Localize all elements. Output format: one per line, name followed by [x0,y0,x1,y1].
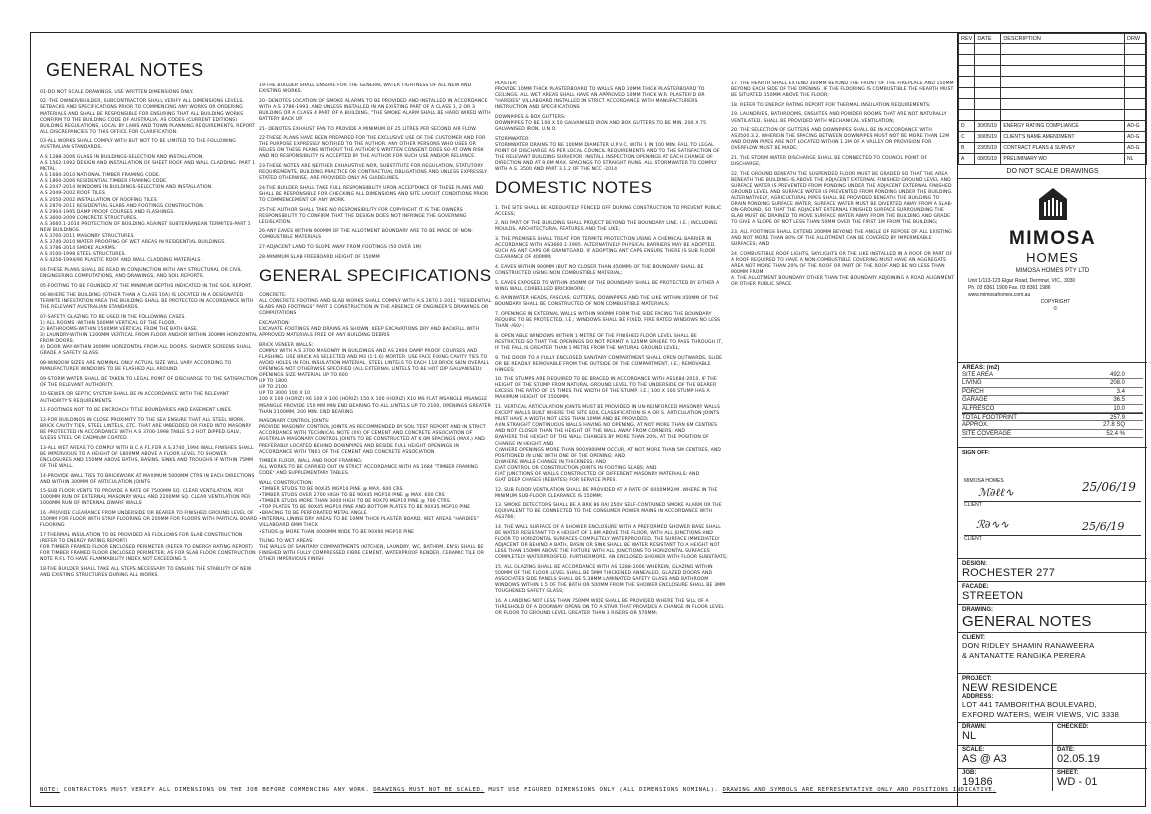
note-item: 24. COMBUSTIBLE ROOF LIGHTS, SKYLIGHTS OR THE LIKE INSTALLED IN A ROOF OR PART OF A ROOF REQUIRED TO HAVE A NON-COMBUSTIBLE COVERING MUST HAVE AN AGGREGATE AREA NOT MORE THAN 20% OF THE ROOF OR PART OF THE ROOF AND BE NO LESS THAN 900MM FROM A. THE ALLOTMENT BOUNDARY OTHER THAN THE BOUNDARY ADJOINING A ROAD ALIGNMENT OR OTHER PUBLIC SPACE. [731,251,955,287]
address-label: ADDRESS: [962,694,994,700]
revision-drw [1125,55,1147,66]
general-specifications-title: GENERAL SPECIFICATIONS [259,265,492,285]
revision-date: 23/05/19 [975,143,1001,154]
footer-text-3: MUST USE FIGURED DIMENSIONS ONLY (ALL DIMENSIONS NOMINAL). [484,787,723,793]
area-row [962,405,1143,413]
revision-rev [959,110,975,121]
revision-rev [959,44,975,55]
revision-drw [1125,66,1147,77]
note-item: 13. SMOKE DETECTORS SHALL BE A BRK 86 RAI 250V SELF-CONTAINED SMOKE ALARM OR THE EQUIVALENT TO BE CONNECTED TO THE CONSUMER POWER MAINS IN ACCORDANCE WITH AS3786; [495,503,722,521]
domestic-notes-list-2 [731,81,956,288]
note-item: 09-STORM WATER SHALL BE TAKEN TO LEGAL POINT OF DISCHARGE TO THE SATISFACTION OF THE RELEVANT AUTHORITY. [40,376,258,388]
note-item: 11. VERTICAL ARTICULATION JOINTS MUST BE PROVIDED IN UN-REINFORCED MASONRY WALLS EXCEPT WALLS BUILT WHERE THE SITE SOIL CLASSIFICATION IS A OR S. ARTICULATION JOINTS MUST HAVE A WIDTH NOT LESS THAN 10MM AND BE PROVIDED; A)IN STRAIGHT CONTINUOUS WALLS HAVING NO OPENING, AT NOT MORE THAN 6M CENTRES AND NOT CLOSER THAN THE HEIGHT OF THE WALL AWAY FROM CORNERS; AND B)WHERE THE HEIGHT OF THE WALL CHANGES BY MORE THAN 20%, AT THE POSITION OF CHANGE IN HEIGHT AND C)WHERE OPENINGS MORE THAN 900X900MM OCCUR, AT NOT MORE THAN 5M CENTRES, AND POSITIONED IN LINE WITH ONE OF THE OPENING; AND D)WHERE WALLS CHANGE IN THICKNESS; AND E)AT CONTROL OR CONSTRUCTION JOINTS IN FOOTING SLABS; AND F)AT JUNCTIONS OF WALLS CONSTRUCTED OF DIFFERENT MASONRY MATERIALS; AND G)AT DEEP CHASES (REBATES) FOR SERVICE PIPES. [495,405,722,483]
area-value: 492.0 [1109,372,1125,378]
revision-desc [1001,99,1125,110]
note-item: 03-ALL WORKS SHALL COMPLY WITH BUT NOT TO BE LIMITED TO THE FOLLOWING AUSTRALIAN STANDARDS. [40,139,236,151]
checked-label: CHECKED: [1057,723,1089,730]
revision-row [959,77,1147,88]
revision-rev [959,77,975,88]
copyright-icon: © [1053,306,1058,312]
note-item: 26-ANY EAVES WITHIN 900MM OF THE ALLOTMENT BOUNDARY ARE TO BE MADE OF NON-COMBUSTIBLE MATERIALS [259,229,474,241]
facade-label: FACADE: [962,584,989,590]
revision-desc [1001,44,1125,55]
general-notes-column [40,55,258,805]
design-value: ROCHESTER 277 [962,567,1056,579]
client-block [958,633,1147,674]
revision-row [959,44,1147,55]
revision-desc [1001,110,1125,121]
revision-table [958,33,1147,165]
scale-date-row [958,746,1147,769]
client-label: CLIENT: [962,635,985,641]
revision-desc: CLIENT'S NAME AMENDMENT [1001,132,1125,143]
drawing-block [958,605,1147,633]
job-label: JOB: [962,769,977,776]
note-item: 20- DENOTES LOCATION OF SMOKE ALARMS TO BE PROVIDED AND INSTALLED IN ACCORDANCE WITH A.S 3786-1993. AND UNLESS INSTALLED IN AN EXISTING PART OF A CLASS 1, 2 OR 3 BUILDING OR A CLASS 4 PART OF A BUILDING, "THE SMOKE ALARM SHALL BE HARD WIRED WITH BATTERY BACK UP. [259,98,491,122]
drawing-value: GENERAL NOTES [962,613,1092,630]
note-item: 20. THE SELECTION OF GUTTERS AND DOWNPIPES SHALL BE IN ACCORDANCE WITH AS3500.3.2, WHEREIN THE SPACING BETWEEN DOWNPIPES MUST NOT BE MORE THAN 12M AND DOWN PIPES ARE NOT LOCATED WITHIN 1.2M OF A VALLEY OR PROVISION FOR OVERFLOW MUST BE MADE; [731,128,950,152]
area-label: GARAGE [962,397,988,404]
note-item: A.S 1288-2006 GLASS IN BUILDINGS-SELECTION AND INSTALLATION. A.S 1562-1992 DESIGN AND INSTALLATION OF SHEET ROOF AND WALL CLADDING. PART 1 METAL. A.S 1684-2010 NATIONAL TIMBER FRAMING CODE. A.S 1860-2006 RESIDENTIAL TIMBER FRAMING CODE. A.S 2047-2014 WINDOWS IN BUILDINGS-SELECTION AND INSTALLATION. A.S 2049-2002 ROOF TILES. A.S 2050-2002 INSTALLATION OF ROOFING TILES. A.S 2870-2011 RESIDENTIAL SLABS AND FOOTINGS CONSTRUCTION. A.S 2904-1995 DAMP PROOF COURSES AND FLASHINGS. A.S 3600-2009 CONCRETE STRUCTURES. A.S 3660.1-2014 PROTECTION OF BUILDING AGAINST SUBTERRANEAN TERMITES-PART 1 NEW BUILDINGS. A.S 3700-2011 MASONRY STRUCTURES. A.S 3740-2010 WATER PROOFING OF WET AREAS IN RESIDENTIAL BUILDINGS. A.S 3786-2014 SMOKE ALARMS. A.S 4100-1998 STEEL STRUCTURES. A.S 4256-1994/96 PLASTIC ROOF AND WALL CLADDING MATERIALS. [40,155,256,264]
note-item: 14. THE WALL SURFACE OF A SHOWER ENCLOSURE WITH A PREFORMED SHOWER BASE SHALL BE WATER RESISTANT TO A HEIGHT OF 1.8M ABOVE THE FLOOR, WITH ALL JUNCTIONS AND FLOOR TO HORIZONTAL SURFACES COMPLETELY WATERPROOFED, THE SURFACE IMMEDIATELY ADJACENT OR BEHIND A BATH, BASIN OR SINK SHALL BE WATER RESISTANT TO A HEIGHT NOT LESS THAN 150MM ABOVE THE FIXTURE WITH ALL JUNCTIONS TO HORIZONTAL SURFACES COMPLETELY WATERPROOFED. FURTHERMORE, AN ENCLOSED SHOWER WITH FLOOR SUBSTRATE; [495,525,728,561]
note-item: 21. THE STORM WATER DISCHARGE SHALL BE CONNECTED TO COUNCIL POINT OF DISCHARGE; [731,156,928,168]
area-row [962,396,1143,404]
client-label-2: CLIENT [964,536,982,542]
area-row [962,430,1143,438]
copyright-label: COPYRIGHT [1040,299,1071,305]
company-logo-block [958,179,1147,363]
revision-date: 30/05/19 [975,121,1001,132]
note-item: 08-WINDOW SIZES ARE NOMINAL ONLY ACTUAL SIZE WILL VARY ACCORDING TO MANUFACTURER WINDOWS TO BE FLASHED ALL AROUND. [40,361,232,373]
revision-date [975,77,1001,88]
note-item: 12-FOR BUILDINGS IN CLOSE PROXIMITY TO THE SEA ENSURE THAT ALL STEEL WORK, BRICK CAVITY TIES, STEEL LINTELS, ETC. THAT ARE IMBEDDED OR FIXED INTO MASONRY BE PROTECTED IN ACCORDANCE WITH A.S 3700-1998 TABLE 5.2 HOT DIPPED GALV., S/LESS STEEL OR CADMIUM COATED. [40,417,252,441]
note-item: 01-DO NOT SCALE DRAWINGS, USE WRITTEN DIMENSIONS ONLY. [40,89,194,95]
area-rows [962,371,1143,438]
revision-rows [959,44,1147,165]
area-label: SITE COVERAGE [962,430,1012,437]
general-notes-list [40,90,258,579]
note-item: 05-FOOTING TO BE FOUNDED AT THE MINIMUM DEPTHS INDICATED IN THE SOIL REPORT. [40,283,253,289]
house-logo-icon [1038,187,1068,221]
job-value: 19186 [962,775,993,788]
drawing-sheet [30,32,1146,807]
sign-off-heading: SIGN OFF: [962,450,990,456]
company-legal-name: MIMOSA HOMES PTY LTD [1015,268,1090,274]
revision-rev [959,88,975,99]
area-row [962,371,1143,379]
signature-1: ℳ∂ℓℓ∿ [978,486,1014,499]
revision-row [959,154,1147,165]
project-label: PROJECT: [962,676,992,682]
revision-desc [1001,66,1125,77]
revision-row [959,55,1147,66]
area-label: TOTAL FOOTPRINT [962,414,1017,421]
description-header: DESCRIPTION [1001,34,1125,44]
note-item: 07-SAFETY GLAZING TO BE USED IN THE FOLLOWING CASES. 1) ALL ROOMS -WITHIN 500MM VERTICAL OF THE FLOOR. 2) BATHROOMS-WITHIN 1500MM VERTICAL FROM THE BATH BASE. 3) LAUNDRY-WITHIN 1200MM VERTICAL FROM FLOOR AND/OR WITHIN 300MM HORIZONTAL FROM DOORS. 4) DOOR WAY-WITHIN 300MM HORIZONTAL FROM ALL DOORS. SHOWER SCREENS SHALL GRADE A SAFETY GLASS. [40,314,258,357]
revision-date [975,55,1001,66]
sheet-value: WD - 01 [1057,775,1098,788]
company-address: Unit 1/113-123 Elgar Road, Derrimut, VIC., 3030 [968,278,1076,284]
revision-row [959,99,1147,110]
revision-drw: AD-G [1125,132,1147,143]
scale-value: AS @ A3 [962,752,1007,765]
note-item: 11-FOOTINGS NOT TO BE ENCROACH TITLE BOUNDARIES AND EASEMENT LINES. [40,408,233,414]
note-item: 12. SUB FLOOR VENTILATION SHALL BE PROVIDED AT A RATE OF 6000MM2/M. WHERE IN THE MINIMUM SUB-FLOOR CLEARANCE IS 150MM; [495,487,718,499]
area-value: 208.0 [1109,380,1125,387]
area-row [962,379,1143,387]
note-item: 7. OPENINGS IN EXTERNAL WALLS WITHIN 900MM FORM THE SIDE FACING THE BOUNDARY REQUIRE TO BE PROTECTED, I.E.; WINDOWS SHALL BE FIXED, FIRE RATED WINDOWS NO LESS THAN -/60/-; [495,311,721,330]
note-item: 16 -PROVIDE CLEARANCE FROM UNDERSIDE OR BEARER TO FINISHED GROUND LEVEL OF 150MM FOR FLOOR WITH STRIP FLOORING OR 200MM FOR FLOORS WITH PARTICAL BOARD FLOORING [40,511,258,529]
revision-date: 30/05/19 [975,132,1001,143]
project-value: NEW RESIDENCE [962,682,1058,694]
sign-off-block [958,448,1147,559]
revision-row [959,88,1147,99]
scale-label: SCALE: [962,746,985,753]
note-item: 16. A LANDING NOT LESS THAN 750MM WIDE SHALL BE PROVIDED WHERE THE SILL OF A THRESHOLD OF A DOORWAY OPENS ON TO A STAIR THAT PROVIDES A CHANGE IN FLOOR LEVEL OR FLOOR TO GROUND LEVEL GREATER THAN 3 RISERS OR 570MM; [495,598,725,617]
domestic-notes-list [495,206,728,618]
rev-header: REV [959,34,975,44]
note-item: 4. EAVES WITHIN 900MM (BUT NO CLOSER THAN 450MM) OF THE BOUNDARY SHALL BE CONSTRUCTED USING NON COMBUSTIBLE MATERIAL; [495,264,704,276]
facade-block [958,582,1147,605]
signature-date-2: 25/6/19 [1082,520,1125,533]
revision-header-row [959,34,1147,44]
note-item: 14-PROVIDE WALL TIES TO BRICKWORK AT MAXIMUM 5000MM CTRS IN EACH DIRECTIONS AND WITHIN 300MM OF ARTICULATION JOINTS [40,473,255,485]
sign-off-party: MIMOSA HOMES [964,478,1004,484]
revision-rev [959,55,975,66]
revision-rev: D [959,121,975,132]
note-item: 23-THESE NOTES ARE NEITHER EXHAUSTIVE NOR, SUBSTITUTE FOR REGULATION, STATUTORY REQUIREMENTS, BUILDING PRACTICE OR CONTRACTUAL OBLIGATIONS AND UNLESS EXPRESSLY STATED OTHERWISE, ARE PROVIDED ONLY AS GUIDELINES. [259,164,488,182]
revision-desc [1001,88,1125,99]
do-not-scale-note: DO NOT SCALE DRAWINGS [958,165,1147,179]
area-row [962,421,1143,429]
domestic-notes-column-4 [731,81,956,461]
area-label: ALFRESCO [962,405,995,412]
note-item: 2. NO PART OF THE BUILDING SHALL PROJECT BEYOND THE BOUNDARY LINE, I.E.; INCLUDING MOULDS, ARCHITECTURAL FEATURES AND THE LIKE; [495,221,718,233]
revision-rev: B [959,143,975,154]
note-item: 27-ADJACENT LAND TO SLOPE AWAY FROM FOOTINGS (50 OVER 1M) [259,245,422,251]
note-item: 15-SUB FLOOR VENTS TO PROVIDE A RATE OF 7500MM SQ. CLEAR VENTILATION, PER 1000MM RUN OF EXTERNAL MASONRY WALL AND 2200MM SQ. CLEAR VENTILATION PER 1000MM RUN OF INTERNAL DWARF WALLS [40,489,251,507]
specifications-list [259,293,493,563]
area-label: SITE AREA [962,372,994,378]
revision-date [975,66,1001,77]
revision-drw: AD-G [1125,143,1147,154]
note-item: 22-THESE PLANS HAVE BEEN PREPARED FOR THE EXCLUSIVE USE OF THE CUSTOMER AND FOR THE PURPOSE EXPRESSLY NOTIFIED TO THE AUTHOR. ANY OTHER PERSONS WHO USES OR RELIES ON THESE PLANS WITHOUT THE AUTHOR'S WRITTEN CONSENT DOES SO AT OWN RISK AND NO RESPONSIBILITY IS ACCEPTED BY THE AUTHOR FOR SUCH USE AND/OR RELIANCE. [259,136,486,160]
note-item: 19-THE BUILDER SHALL ENSURE FOR THE GENERAL WATER TIGHTNESS OF ALL NEW AND EXISTING WORKS. [259,83,472,95]
revision-rev: C [959,132,975,143]
general-notes-column-2 [259,83,493,803]
revision-drw: NL [1125,154,1147,165]
note-item: TILING TO WET AREAS: THE WALLS OF SANITARY COMPARTMENTS (KITCHEN, LAUNDRY, WC, BATHRM, EN'S) SHALL BE FINISHED WITH FULLY COMPRESSED FIBRE CEMENT, WATERPROOF RENDER, CERAMIC TILE OR OTHER IMPERVIOUS FINISH [259,539,485,563]
client-label-1: CLIENT [964,502,982,508]
note-item: 17-THERMAL INSULATION TO BE PROVIDED AS FLOLLOWS FOR SLAB CONSTRUCTION (REFER TO ENERGY RATING REPORT) FOR TIMBER FRAMED FLOOR ENCLOSED PERIMETER (REFER TO ENERGY RATING REPORT) FOR TIMBER FRAMED FLOOR ENCLOSED PERIMETER; AS FOR SLAB FLOOR CONSTRUCTION NOTE R.F.L TO HAVE FLAMMABILITY INDEX NOT EXCEEDING 5. [40,532,256,563]
revision-row [959,143,1147,154]
note-item: 25-THE AUTHOR SHALL TAKE NO RESPONSIBILITY FOR COPYRIGHT IT IS THE OWNERS RESPONSIBILITY TO CONFIRM THAT THE DESIGN DOES NOT INFRINGE THE GOVERNING LEGISLATION. [259,207,467,225]
revision-desc: CONTRACT PLANS & SURVEY [1001,143,1125,154]
note-item: EXCAVATION: EXCAVATE FOOTINGS AND DRAINS AS SHOWN. KEEP EXCAVATIONS DRY AND BACKFILL WITH APPROVED MATERIALS FREE OF ANY BUILDING DEBRIS [259,321,479,339]
revision-desc [1001,55,1125,66]
note-item: PLASTER: PROVIDE 10MM THICK PLASTERBOARD TO WALLS AND 10MM THICK PLASTERBOARD TO CEILINGS. ALL WET AREAS SHALL HAVE AN APPROVED 10MM THICK W.R. PLASTER'D OR "HARDIES" VILLABOARD INSTALLED IN STRICT ACCORDANCE WITH MANUFACTURERS INSTRUCTION AND SPECIFICATIONS [495,81,705,111]
date-header: DATE [975,34,1001,44]
signature-line-2 [964,518,1141,536]
area-label: APPROX. [962,422,989,429]
address-value: LOT 441 TAMBORITHA BOULEVARD, EXFORD WATERS, WEIR VIEWS, VIC 3338 [962,700,1120,719]
client-value: DON RIDLEY SHAMIN RANAWEERA & ANTANATTE RANGIKA PERERA [962,641,1095,660]
revision-rev [959,99,975,110]
note-item: 17. THE HEARTH SHALL EXTEND 300MM BEYOND THE FRONT OF THE FIREPLACE AND 150MM BEYOND EACH SIDE OF THE OPENING. IF THE FLOORING IS COMBUSTIBLE THE HEARTH MUST BE SITUATED 150MM ABOVE THE FLOOR; [731,81,954,99]
revision-desc: PRELIMINARY WD [1001,154,1125,165]
area-value: 10.0 [1113,405,1125,412]
revision-drw [1125,44,1147,55]
note-item: 24-THE BUILDER SHALL TAKE FULL RESPONSIBILITY UPON ACCEPTANCE OF THESE PLANS AND SHALL BE RESPONSIBLE FOR CHECKING ALL DIMENSIONS AND SITE LAYOUT CONDITIONS PRIOR TO COMMENCEMENT OF ANY WORK. [259,185,489,203]
revision-desc: ENERGY RATING COMPLIANCE [1001,121,1125,132]
footer-text-1: CONTRACTORS MUST VERIFY ALL DIMENSIONS ON THE JOB BEFORE COMMENCING ANY WORK. [59,787,374,793]
revision-date [975,88,1001,99]
revision-date [975,99,1001,110]
specifications-column-3 [495,81,728,801]
drawn-checked-row [958,723,1147,746]
design-block [958,559,1147,582]
facade-value: STREETON [962,590,1024,602]
signature-2: ℛ∂∿∿ [976,518,1009,531]
drw-header: DRW [1125,34,1147,44]
area-row [962,388,1143,396]
drawn-value: NL [962,729,977,742]
company-website: www.mimosahomes.com.au [968,292,1031,298]
note-item: 22. THE GROUND BENEATH THE SUSPENDED FLOOR MUST BE GRADED SO THAT THE AREA BENEATH THE BUILDING IS ABOVE THE ADJACENT EXTERNAL FINISHED GROUND LEVEL AND SURFACE WATER IS PREVENTED FROM PONDING UNDER THE ADJACENT EXTERNAL FINISHED GROUND LEVEL AND SURFACE WATER IS PREVENTED FROM PONDING UNDER THE BUILDING. ALTERNATIVELY, AGRICULTURAL PIPES SHALL BE PROVIDED BENEATH THE BUILDING TO DRAIN PONDING SURFACE WATER, SURFACE WATER MUST BE DIVERTED AWAY FROM A SLAB-ON-GROUND, SO THAT THE ADJACENT EXTERNAL FINISHED SURFACE SURROUNDING THE SLAB MUST BE DRAINED TO MOVE SURFACE WATER AWAY FROM THE BUILDING AND GRADE TO GIVE A SLOPE OF NOT LESS THAN 50MM OVER THE FIRST 1M FROM THE BUILDING; [731,171,953,226]
note-item: 8. OPEN ABLE WINDOWS WITHIN 1 METRE OF THE FINISHED FLOOR LEVEL SHALL BE RESTRICTED SO THAT THE OPENINGS DO NOT PERMIT A 125MM SPHERE TO PASS THROUGH IT, IF THE FALL IS GREATER THAN 1 METRE FROM THE NATURAL GROUND LEVEL; [495,333,723,351]
note-item: 21- DENOTES EXHAUST FAN TO PROVIDE A MINIMUM OF 25 LITRES PER SECOND AIR FLOW. [259,126,477,132]
revision-row [959,121,1147,132]
note-item: 06-WHERE THE BUILDING (OTHER THAN A CLASS 10A) IS LOCATED IN A DESIGNATED TERMITE INFESTATION AREA THE BUILDING SHALL BE PROTECTED IN ACCORDANCE WITH THE RELEVANT AUSTRALIAN STANDARDS. [40,293,254,311]
revision-drw [1125,77,1147,88]
footer-text-2: DRAWINGS MUST NOT BE SCALED. [373,787,485,793]
note-item: 18. REFER TO ENERGY RATING REPORT FOR THERMAL INSULATION REQUIREMENTS; [731,102,931,108]
note-item: DOWNPIPES & BOX GUTTERS: DOWNPIPES TO BE 100 X 50 GALVANISED IRON AND BOX GUTTERS TO BE MIN. 200 X 75 GALVANISED IRON, U.N.O. [495,114,707,133]
footer-note [40,787,1140,793]
note-item: 28-MINIMUM SLAB FREEBOARD HEIGHT OF 150MM [259,254,380,260]
revision-drw: AD-G [1125,121,1147,132]
domestic-notes-title: DOMESTIC NOTES [495,178,653,198]
note-item: BRICK VENEER WALLS: COMPLY WITH A.S 3700 MASONRY IN BUILDINGS AND AS 2904 DAMP PROOF COURSES AND FLASHING. USE BRICK AS SELECTED AND M3 (1:1:6) MORTER. USE FACE FIXING CAVITY TIES TO AVOID HOLES IN FOIL INSULATION MATERIAL. STEEL LINTELS TO EACH 110 BRICK SKIN OVERALL OPENINGS NOT OTHERWISE SPECIFIED (ALL EXTERNAL LINTELS TO BE HOT DIP GALVANISED): OPENINGS SIZE MATERIAL UP TO 600 UP TO 1800 UP TO 2100 UP TO 3000 100 X 10 100 X 100 (HORIZ) X6 100 X 100 (HORIZ) 150 X 100 (HORIZ) X10 MS FLAT MSANGLE MSANGLE MSANGLE PROVIDE 150 MM MIN END BEARING TO ALL LINTELS UP TO 2100, OPENINGS GREATER THAN 2100MM, 200 MIN. END BEARING [259,342,491,415]
area-value: 3.4 [1116,388,1125,395]
revision-row [959,110,1147,121]
note-item: 19. LAUNDRIES, BATHROOMS, ENSUITES AND POWDER ROOMS THAT ARE NOT NATURALLY VENTILATED, SHALL BE PROVIDED WITH MECHANICAL VENTILATION; [731,112,947,124]
company-name: MIMOSA [1008,228,1097,249]
note-item: 15. ALL GLAZING SHALL BE ACCORDANCE WITH AS 1288-2006 WHEREIN, GLAZING WITHIN 500MM OF THE FLOOR LEVEL SHALL BE 5MM THICKENED ANNEALED, GLAZED DOORS AND ASSOCIATES SIDE PANELS SHALL BE 5.38MM LAMINATED SAFETY GLASS AND BATHROOM WINDOWS WITHIN 1.5 OF THE BATH OR 500MM FROM THE SHOWER ENCLOSURE SHALL BE 3MM TOUGHENED SAFETY GLASS; [495,565,726,595]
note-item: 13-ALL WET AREAS TO COMPLY WITH B.C.A F1,FOR A.S.3740_1994 WALL FINISHES SHALL BE IMPERVIOUS TO A HEIGHT OF 1800MM ABOVE A FLOOR LEVEL TO SHOWER ENCLOSURES AND 150MM ABOVE BATHS, BASINS, SINKS AND TROUGHS IF WITHIN 75MM OF THE WALL. [40,445,254,469]
note-item: 10-SEWER OR SEPTIC SYSTEM SHALL BE IN ACCORDANCE WITH THE RELEVANT AUTHORITY'S REQUIREMENTS. [40,392,230,404]
area-value: 52.4 % [1106,430,1125,437]
footer-text-4: DRAWING AND SYMBOLS ARE REPRESENTATIVE ONLY AND POSITIONS INDICATIVE. [722,787,997,793]
revision-drw [1125,99,1147,110]
note-item: 23. ALL FOOTINGS SHALL EXTEND 200MM BEYOND THE ANGLE OF REPOSE OF ALL EXISTING AND NOT MORE THAN 80% OF THE ALLOTMENT CAN BE COVERED BY IMPERMEABLE SURFACES; AND [731,229,952,247]
date-label: DATE: [1057,746,1075,753]
signature-date-1: 25/06/19 [1082,480,1136,494]
area-row [962,413,1143,421]
area-label: LIVING [962,380,982,387]
general-notes-title: GENERAL NOTES [46,60,204,80]
note-item: 18-THE BUILDER SHALL TAKE ALL STEPS NECESSARY TO ENSURE THE STABILITY OF NEW AND EXISTING STRUCTURES DURING ALL WORKS. [40,566,252,578]
revision-drw [1125,110,1147,121]
note-item: 02 -THE OWNER/BUILDER, SUBCONTRACTOR SHALL VERIFY ALL DIMENSIONS LEVELS, SETBACKS AND SPECIFICATIONS PRIOR TO COMMENCING ANY WORKS OR ORDERING MATERIALS AND SHALL BE RESPONSIBLE FOR ENSURING THAT ALL BUILDING WORKS CONFIRM TO THE BUILDING CODE OF AUSTRALIA, AS CODES (CURRENT EDITIONS) BUILDING REGULATIONS, LOCAL BY LAWS AND TOWN PLANNING REQUIREMENTS, REPORT ALL DISCREPANCIES TO THIS OFFICE FOR CLARIFICATION. [40,99,256,135]
revision-date [975,110,1001,121]
note-item: 10. THE STUMPS ARE REQUIRED TO BE BRACED IN ACCORDANCE WITH AS1684-2010, IF THE HEIGHT OF THE STUMP FROM NATURAL GROUND LEVEL TO THE UNDERSIDE OF THE BEARER EXCESS THE RATIO OF 15 TIMES THE WIDTH OF THE STUMP, I.E.; 100 X 100 STUMP HAS A MAXIMUM HEIGHT OF 1500MM; [495,377,717,401]
design-label: DESIGN: [962,561,988,567]
areas-heading: AREAS: (m2) [962,365,1000,371]
revision-date [975,44,1001,55]
note-item: CONCRETE: ALL CONCRETE FOOTING AND SLAB WORKS SHALL COMPLY WITH A.S 2870.1-2011 "RESIDENTIAL SLABS AND FOOTINGS" PART 1 CONSTRUCTION IN THE ABSENCE OF ENGINEER'S DRAWINGS OR COMPUTATIONS [259,293,492,317]
note-item: 1. THE SITE SHALL BE ADEQUATELY FENCED OFF DURING CONSTRUCTION TO PREVENT PUBLIC ACCESS; [495,205,722,217]
company-subname: HOMES [1026,250,1079,265]
area-label: PORCH [962,388,984,395]
company-phone: Ph. 03 8361 1900 Fax. 03 8361 1986 [968,285,1051,291]
revision-row [959,132,1147,143]
revision-date: 08/05/19 [975,154,1001,165]
date-value: 02.05.19 [1057,752,1100,765]
note-item: STORMWATER: STORMWATER DRAINS TO BE 100MM DIAMETER U.P.V.C. WITH 1 IN 100 MIN. FALL TO LEGAL POINT OF DISCHARGE AS PER LOCAL COUNCIL REQUIREMENTS AND TO THE SATISFACTION OF THE RELEVANT BUILDING SURVEYOR. INSTALL INSPECTION OPENINGS AT EACH CHANGE OF DIRECTION AND AT 9.0M MAX. SPACINGS TO STRAIGHT RUNS. ALL STORMWATER TO COMPLY WITH A.S. 3500 AND PART 3.1.2 OF THE NCC -2014 [495,136,720,172]
area-value: 27.8 SQ [1102,422,1125,429]
note-item: 5. EAVES EXPOSED TO WITHIN 450MM OF THE BOUNDARY SHALL BE PROTECTED BY EITHER A WING WALL CORBELLED BRICKWORK; [495,280,720,292]
drawing-label: DRAWING: [962,607,993,613]
area-value: 36.5 [1113,397,1125,404]
note-item: TIMBER FLOOR, WALL AND ROOF FRAMING: ALL WORKS TO BE CARRIED OUT IN STRICT ACCORDANCE WITH AS 1684 "TIMBER FRAMING CODE" AND SUPPLEMENTARY TABLES. [259,459,479,477]
revision-desc [1001,77,1125,88]
plaster-stormwater-list [495,81,728,173]
general-notes-list-2 [259,83,493,261]
note-item: 9. THE DOOR TO A FULLY ENCLOSED SANITARY COMPARTMENT SHALL OPEN OUTWARDS, SLIDE OR BE READILY REMOVABLE FROM THE OUTSIDE OF THE COMPARTMENT, I.E.; REMOVABLE HINGES; [495,355,723,373]
footer-note-label: NOTE: [40,787,60,793]
area-value: 257.9 [1109,414,1125,421]
sheet-label: SHEET: [1057,769,1079,776]
note-item: 3. THE PREMISES SHALL TREAT FOR TERMITE PROTECTION USING A CHEMICAL BARRIER IN ACCORDANCE WITH AS3660.1-1995. ALTERNATIVELY PHYSICAL BARRIERS MAY BE ADOPTED, SUCH AS ANT CAPS OR GRANITGARD. IF ADOPTING ANT CAPS ENSURE THERE IS SUB FLOOR CLEARANCE OF 400MM; [495,236,716,261]
revision-drw [1125,88,1147,99]
note-item: WALL CONSTRUCTION: •TIMBER STUDS TO BE 90X35 MGP10 PINE @ MAX. 600 CRS •TIMBER STUDS OVER 2700 HIGH TO BE 90X45 MGP10 PINE @ MAX. 600 CRS •TIMBER STUDS MORE THAN 3000 HIGH TO BE 90X70 MGP10 PINE @ 700 CTRS •TOP PLATES TO BE 90X45 MGP10 PINE AND BOTTOM PLATES TO BE 90X35 MGP10 PINE •BRACING TO BE PERFORATED METAL ANGLE •INTERNAL LINING DRY AREAS TO BE 10MM THICK PLASTER BOARD, WET AREAS "HARDIES" VILLABOARD 6MM THICK •STUDS @ MORE THAN 4000MM WIDE TO BE 90X90 MGP10 PINE [259,481,479,535]
revision-rev: A [959,154,975,165]
areas-table [958,363,1147,448]
revision-rev [959,66,975,77]
revision-row [959,66,1147,77]
title-block [957,33,1147,806]
drawn-label: DRAWN: [962,723,987,730]
note-item: MASONARY CONTROL JOINTS: PROVIDE MASONRY CONTROL JOINTS AS RECOMMENDED BY SOIL TEST REPORT AND IN STRICT ACCORDANCE WITH TECHNICAL NOTE (XX) OF CEMENT AND CONCRETE ASSOCIATION OF AUSTRALIA MASONARY CONTROL JOINTS TO BE CONSTRUCTED AT 6.0M SPACINGS (MAX.) AND PREFERABLY LOCATED BEHIND DOWNPIPES AND BESIDE FULL HEIGHT OPENINGS IN ACCORDANCE WITH TN61 OF THE CEMENT AND CONCRETE ASSOCIATION [259,419,486,455]
note-item: 6. RAINWATER HEADS, FASCIAS, GUTTERS, DOWNPIPES AND THE LIKE WITHIN 450MM OF THE BOUNDARY SHALL BE CONSTRUCTED OF NON COMBUSTIBLE MATERIALS; [495,296,719,308]
project-block [958,674,1147,723]
note-item: 04-THESE PLANS SHALL BE READ IN CONJUNCTION WITH ANY STRUCTURAL OR CIVIL ENGINEERING COMPUTATIONS, AND DRAWINGS, AND SOIL REPORTS. [40,267,242,279]
